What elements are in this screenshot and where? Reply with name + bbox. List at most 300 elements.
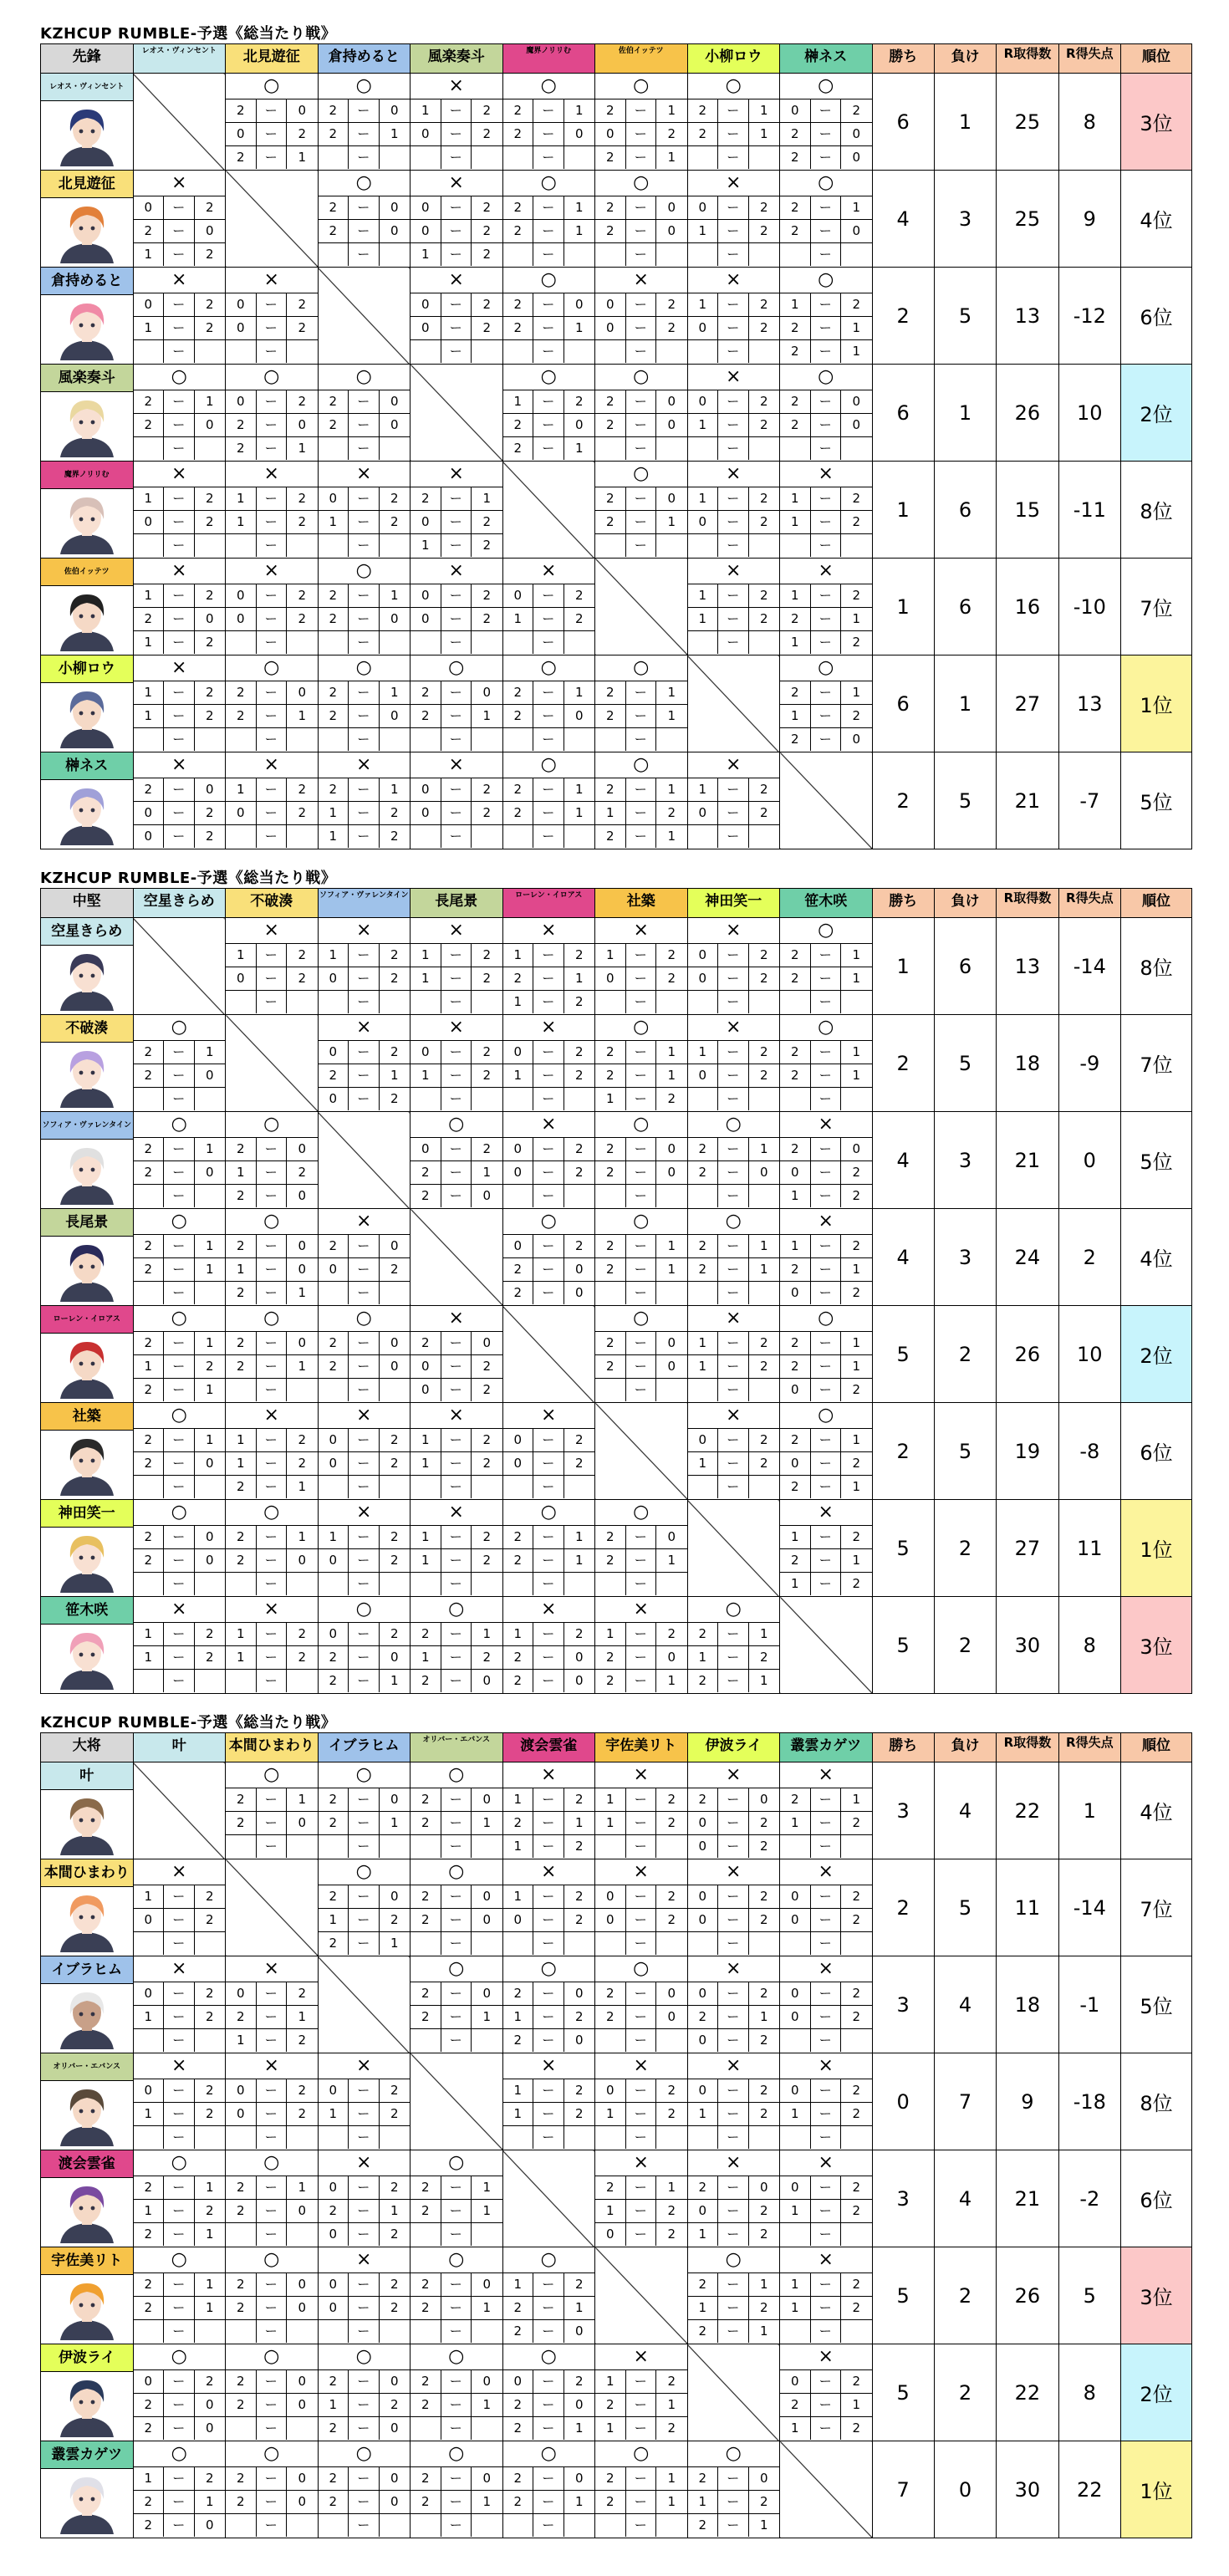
score-dash: ー <box>533 2467 564 2491</box>
set-score: 0 <box>688 802 719 825</box>
set-score <box>380 991 411 1013</box>
set-score <box>195 534 226 557</box>
set-score: 0 <box>380 1646 411 1670</box>
rounds-taken-value: 19 <box>997 1403 1058 1500</box>
avatar <box>45 101 129 166</box>
losses-value: 4 <box>934 1762 996 1859</box>
set-score: 1 <box>205 2227 214 2242</box>
set-score: 1 <box>564 2491 595 2514</box>
set-score: 1 <box>472 487 502 511</box>
score-dash: ー <box>626 1064 657 1088</box>
set-score: 2 <box>688 1670 719 1692</box>
score-dash: ー <box>718 1088 749 1110</box>
set-score: 0 <box>564 2467 595 2491</box>
set-scores <box>411 943 502 1013</box>
set-score <box>195 1573 226 1595</box>
set-score: 1 <box>667 150 676 165</box>
win-mark: ○ <box>540 1211 557 1232</box>
set-scores <box>595 2176 687 2246</box>
win-mark: ○ <box>448 2152 465 2173</box>
rounds-taken-value: 13 <box>997 918 1058 1015</box>
stat-header-rfor: R取得数 <box>997 44 1058 74</box>
avatar <box>45 586 129 651</box>
stat-header-losses: 負け <box>934 44 996 74</box>
score-dash: ー <box>164 1429 195 1452</box>
set-score: 2 <box>503 1258 534 1282</box>
rank-value: 2位 <box>1121 365 1192 462</box>
set-score: 0 <box>319 2176 349 2200</box>
set-score: 2 <box>319 2370 349 2394</box>
score-dash: ー <box>257 2297 288 2320</box>
set-score <box>195 1670 226 1692</box>
win-mark: ○ <box>818 269 834 290</box>
set-score: 2 <box>411 2273 441 2297</box>
set-score: 1 <box>688 1041 719 1064</box>
set-score: 2 <box>287 1452 318 1476</box>
match-result-cell <box>595 1306 688 1403</box>
loss-mark: × <box>541 1764 557 1785</box>
set-score <box>841 2223 872 2246</box>
set-score: 2 <box>319 2200 349 2223</box>
set-score: 1 <box>287 705 318 728</box>
match-result-cell <box>411 1762 503 1859</box>
loss-mark: × <box>726 269 742 290</box>
score-dash: ー <box>718 967 749 991</box>
set-score <box>841 2126 872 2149</box>
match-result-cell <box>687 268 780 365</box>
match-result-cell <box>226 462 319 559</box>
score-dash: ー <box>533 1788 564 1812</box>
set-score: 2 <box>595 1235 626 1258</box>
set-score: 0 <box>380 196 411 220</box>
set-score: 1 <box>134 1885 165 1909</box>
set-scores <box>226 778 318 848</box>
score-dash: ー <box>718 511 749 534</box>
score-dash: ー <box>257 1812 288 1835</box>
set-scores <box>780 1137 872 1207</box>
set-score <box>411 2223 441 2246</box>
set-scores <box>319 2369 411 2440</box>
score-dash: ー <box>718 437 749 460</box>
win-mark: ○ <box>263 2152 280 2173</box>
win-mark: ○ <box>263 1308 280 1329</box>
column-player-name: 伊波ライ <box>687 1733 780 1762</box>
score-dash: ー <box>718 1282 749 1304</box>
score-dash: ー <box>718 1476 749 1498</box>
set-score <box>472 728 502 751</box>
score-dash: ー <box>626 243 657 266</box>
set-scores <box>226 2369 318 2440</box>
set-score: 2 <box>688 2467 719 2491</box>
set-score <box>134 1670 165 1692</box>
score-dash: ー <box>533 2491 564 2514</box>
set-score: 0 <box>688 1835 719 1858</box>
avatar <box>45 489 129 554</box>
set-score: 0 <box>380 1788 411 1812</box>
score-dash: ー <box>257 991 288 1013</box>
set-score: 0 <box>195 778 226 802</box>
set-score: 2 <box>749 390 780 414</box>
score-dash: ー <box>164 487 195 511</box>
score-dash: ー <box>626 220 657 243</box>
set-score: 1 <box>380 2200 411 2223</box>
loss-mark: × <box>171 2055 187 2076</box>
set-scores <box>134 681 226 751</box>
score-dash: ー <box>811 293 842 317</box>
match-result-cell <box>687 918 780 1015</box>
wins-value: 7 <box>872 2441 934 2538</box>
score-dash: ー <box>257 2273 288 2297</box>
set-score <box>688 1932 719 1955</box>
set-scores <box>411 1428 502 1498</box>
loss-mark: × <box>633 2346 649 2367</box>
rounds-taken-value: 27 <box>997 655 1058 752</box>
score-dash: ー <box>811 2126 842 2149</box>
losses-value: 1 <box>934 365 996 462</box>
set-score: 0 <box>205 2420 214 2436</box>
set-score: 2 <box>380 802 411 825</box>
score-dash: ー <box>164 1041 195 1064</box>
set-score: 2 <box>195 1355 226 1379</box>
self-match-diagonal <box>780 2441 873 2538</box>
set-scores <box>595 99 687 169</box>
score-dash: ー <box>164 1549 195 1573</box>
set-scores <box>411 2272 502 2343</box>
loss-mark: × <box>541 1405 557 1426</box>
set-score: 2 <box>226 2467 257 2491</box>
set-score: 0 <box>298 1188 307 1203</box>
set-score: 2 <box>134 1041 165 1064</box>
rank-value: 1位 <box>1121 1500 1192 1597</box>
score-dash: ー <box>533 2029 564 2052</box>
set-scores <box>780 681 872 751</box>
losses-value: 3 <box>934 171 996 268</box>
set-score <box>226 1835 257 1858</box>
match-result-cell <box>780 2150 873 2247</box>
set-scores <box>134 1885 226 1955</box>
score-dash: ー <box>811 681 842 705</box>
set-score: 0 <box>574 1285 584 1300</box>
rounds-taken-value: 26 <box>997 365 1058 462</box>
loss-mark: × <box>818 1861 834 1882</box>
set-scores <box>688 196 780 266</box>
loss-mark: × <box>448 269 464 290</box>
loss-mark: × <box>356 2152 372 2173</box>
score-dash: ー <box>164 1909 195 1932</box>
set-score: 0 <box>749 2176 780 2200</box>
set-score: 1 <box>134 705 165 728</box>
set-score: 2 <box>411 1161 441 1185</box>
score-dash: ー <box>626 487 657 511</box>
set-score <box>134 1573 165 1595</box>
set-score: 2 <box>226 2176 257 2200</box>
set-scores <box>319 2466 411 2537</box>
set-score: 0 <box>390 2420 399 2436</box>
loss-mark: × <box>171 172 187 193</box>
score-dash: ー <box>257 2176 288 2200</box>
set-score: 1 <box>195 2273 226 2297</box>
loss-mark: × <box>171 1958 187 1979</box>
set-score: 1 <box>688 220 719 243</box>
score-dash: ー <box>533 991 564 1013</box>
set-score: 2 <box>749 802 780 825</box>
set-score: 1 <box>411 1452 441 1476</box>
set-score <box>780 1835 811 1858</box>
match-result-cell <box>780 1209 873 1306</box>
score-dash: ー <box>626 2103 657 2126</box>
score-dash: ー <box>441 1088 472 1110</box>
set-score: 0 <box>380 1355 411 1379</box>
set-scores <box>411 99 502 169</box>
set-score: 2 <box>595 2467 626 2491</box>
set-score: 2 <box>287 123 318 146</box>
loss-mark: × <box>633 2152 649 2173</box>
score-dash: ー <box>257 1429 288 1452</box>
set-scores <box>780 487 872 557</box>
set-score: 0 <box>134 511 165 534</box>
set-score: 0 <box>656 196 687 220</box>
rank-value: 6位 <box>1121 2150 1192 2247</box>
round-diff-value: 11 <box>1058 1500 1120 1597</box>
score-dash: ー <box>164 2491 195 2514</box>
score-dash: ー <box>811 437 842 460</box>
score-dash: ー <box>533 2394 564 2417</box>
set-score: 0 <box>195 1452 226 1476</box>
set-score <box>595 437 626 460</box>
set-score: 0 <box>380 390 411 414</box>
set-score: 2 <box>134 414 165 437</box>
score-dash: ー <box>349 2176 380 2200</box>
set-score: 2 <box>134 1138 165 1161</box>
win-mark: ○ <box>355 366 372 387</box>
set-score: 1 <box>411 243 441 266</box>
wins-value: 4 <box>872 1209 934 1306</box>
score-dash: ー <box>349 2394 380 2417</box>
match-result-cell <box>411 74 503 171</box>
set-score <box>595 2514 626 2537</box>
self-match-diagonal <box>411 1209 503 1306</box>
score-dash: ー <box>441 2370 472 2394</box>
match-result-cell <box>226 1112 319 1209</box>
set-score: 0 <box>411 802 441 825</box>
set-score <box>472 1835 502 1858</box>
match-result-cell <box>595 268 688 365</box>
set-score: 2 <box>852 635 861 650</box>
score-dash: ー <box>718 1235 749 1258</box>
avatar-portrait-icon <box>45 586 129 651</box>
set-score: 2 <box>595 1982 626 2006</box>
score-dash: ー <box>441 2320 472 2343</box>
score-dash: ー <box>533 944 564 967</box>
rank-value: 8位 <box>1121 918 1192 1015</box>
win-mark: ○ <box>725 75 742 96</box>
set-score <box>749 243 780 266</box>
set-scores <box>688 2079 780 2149</box>
set-score <box>503 340 534 363</box>
set-score: 2 <box>564 1235 595 1258</box>
set-score: 1 <box>195 2491 226 2514</box>
set-score: 2 <box>226 1138 257 1161</box>
set-score: 2 <box>411 1885 441 1909</box>
set-score <box>503 1088 534 1110</box>
score-dash: ー <box>533 293 564 317</box>
win-mark: ○ <box>263 2249 280 2270</box>
score-dash: ー <box>257 944 288 967</box>
set-scores <box>319 1885 411 1955</box>
score-dash: ー <box>164 2079 195 2103</box>
set-score: 2 <box>749 1909 780 1932</box>
score-dash: ー <box>533 2417 564 2440</box>
set-score: 2 <box>841 99 872 123</box>
win-mark: ○ <box>448 1114 465 1135</box>
set-score: 2 <box>595 414 626 437</box>
score-dash: ー <box>533 390 564 414</box>
avatar <box>45 2178 129 2243</box>
avatar <box>45 1431 129 1496</box>
win-mark: ○ <box>263 2346 280 2367</box>
set-score: 2 <box>595 196 626 220</box>
column-player-name: レオス・ヴィンセント <box>133 44 226 74</box>
row-player-cell <box>41 655 134 752</box>
set-score <box>595 2126 626 2149</box>
score-dash: ー <box>164 802 195 825</box>
set-score <box>564 1573 595 1595</box>
set-score: 0 <box>287 1258 318 1282</box>
set-scores <box>319 1331 411 1401</box>
set-score <box>226 1379 257 1401</box>
set-scores <box>319 487 411 557</box>
set-score: 2 <box>503 1812 534 1835</box>
set-scores <box>134 2466 226 2537</box>
set-scores <box>595 1982 687 2052</box>
set-score <box>380 2514 411 2537</box>
set-score: 2 <box>205 635 214 650</box>
set-scores <box>411 1788 502 1858</box>
set-score <box>841 1835 872 1858</box>
set-score <box>749 534 780 557</box>
section-title: KZHCUP RUMBLE-予選《総当たり戦》 <box>40 1714 337 1732</box>
set-score: 2 <box>841 2200 872 2223</box>
score-dash: ー <box>718 1932 749 1955</box>
set-score <box>503 1476 534 1498</box>
score-dash: ー <box>626 2176 657 2200</box>
match-result-cell <box>411 1112 503 1209</box>
set-score <box>749 437 780 460</box>
set-scores <box>503 2079 595 2149</box>
set-score: 1 <box>380 1064 411 1088</box>
set-score <box>749 1932 780 1955</box>
score-dash: ー <box>718 2223 749 2246</box>
set-score: 1 <box>841 2394 872 2417</box>
set-score: 2 <box>759 2227 768 2242</box>
win-mark: ○ <box>263 366 280 387</box>
set-score: 2 <box>380 2079 411 2103</box>
avatar <box>45 1625 129 1690</box>
set-score: 1 <box>688 1355 719 1379</box>
score-dash: ー <box>626 2491 657 2514</box>
row-player-name: 風楽奏斗 <box>41 365 133 392</box>
set-score: 2 <box>134 1379 165 1401</box>
set-score: 0 <box>688 1429 719 1452</box>
set-score <box>595 1573 626 1595</box>
set-score <box>503 243 534 266</box>
score-dash: ー <box>349 1932 380 1955</box>
set-score <box>656 1282 687 1304</box>
score-dash: ー <box>533 1041 564 1064</box>
set-score <box>595 340 626 363</box>
set-score <box>749 825 780 848</box>
row-player-name: 叢雲カゲツ <box>41 2441 133 2469</box>
losses-value: 3 <box>934 1112 996 1209</box>
score-dash: ー <box>441 802 472 825</box>
score-dash: ー <box>533 414 564 437</box>
set-score: 1 <box>411 1549 441 1573</box>
set-score: 0 <box>503 1909 534 1932</box>
score-dash: ー <box>626 340 657 363</box>
set-score: 1 <box>411 534 441 557</box>
match-result-cell <box>133 1306 226 1403</box>
set-score <box>503 146 534 169</box>
score-dash: ー <box>164 1088 195 1110</box>
row-player-cell <box>41 1209 134 1306</box>
score-dash: ー <box>164 293 195 317</box>
score-dash: ー <box>718 608 749 631</box>
set-scores <box>688 1622 780 1692</box>
score-dash: ー <box>811 1573 842 1595</box>
set-score: 1 <box>656 1549 687 1573</box>
avatar <box>45 295 129 360</box>
score-dash: ー <box>626 437 657 460</box>
set-score: 2 <box>411 1788 441 1812</box>
set-score: 2 <box>380 2297 411 2320</box>
set-score <box>319 1573 349 1595</box>
set-score: 2 <box>319 2417 349 2440</box>
set-score: 2 <box>780 317 811 340</box>
set-score: 1 <box>595 1088 626 1110</box>
score-dash: ー <box>349 584 380 608</box>
set-score: 1 <box>759 1673 768 1688</box>
set-score: 2 <box>134 1526 165 1549</box>
loss-mark: × <box>448 920 464 941</box>
score-dash: ー <box>349 1041 380 1064</box>
score-dash: ー <box>626 1549 657 1573</box>
avatar-portrait-icon <box>45 1140 129 1205</box>
set-scores <box>226 99 318 169</box>
round-diff-value: -12 <box>1058 268 1120 365</box>
avatar-portrait-icon <box>45 1528 129 1593</box>
set-score: 1 <box>226 1623 257 1646</box>
row-player-cell <box>41 1762 134 1859</box>
set-score: 2 <box>749 1812 780 1835</box>
score-dash: ー <box>164 534 195 557</box>
score-dash: ー <box>164 2467 195 2491</box>
set-score: 1 <box>841 944 872 967</box>
set-score: 2 <box>564 1161 595 1185</box>
win-mark: ○ <box>263 1211 280 1232</box>
win-mark: ○ <box>171 1114 187 1135</box>
match-result-cell <box>687 1859 780 1956</box>
set-score: 2 <box>749 1332 780 1355</box>
score-dash: ー <box>626 1573 657 1595</box>
set-score: 1 <box>319 1526 349 1549</box>
set-score: 1 <box>780 584 811 608</box>
win-mark: ○ <box>633 754 650 775</box>
score-dash: ー <box>257 802 288 825</box>
match-result-cell <box>411 1500 503 1597</box>
set-score: 2 <box>688 2514 719 2537</box>
set-score: 0 <box>503 1429 534 1452</box>
self-match-diagonal <box>133 74 226 171</box>
